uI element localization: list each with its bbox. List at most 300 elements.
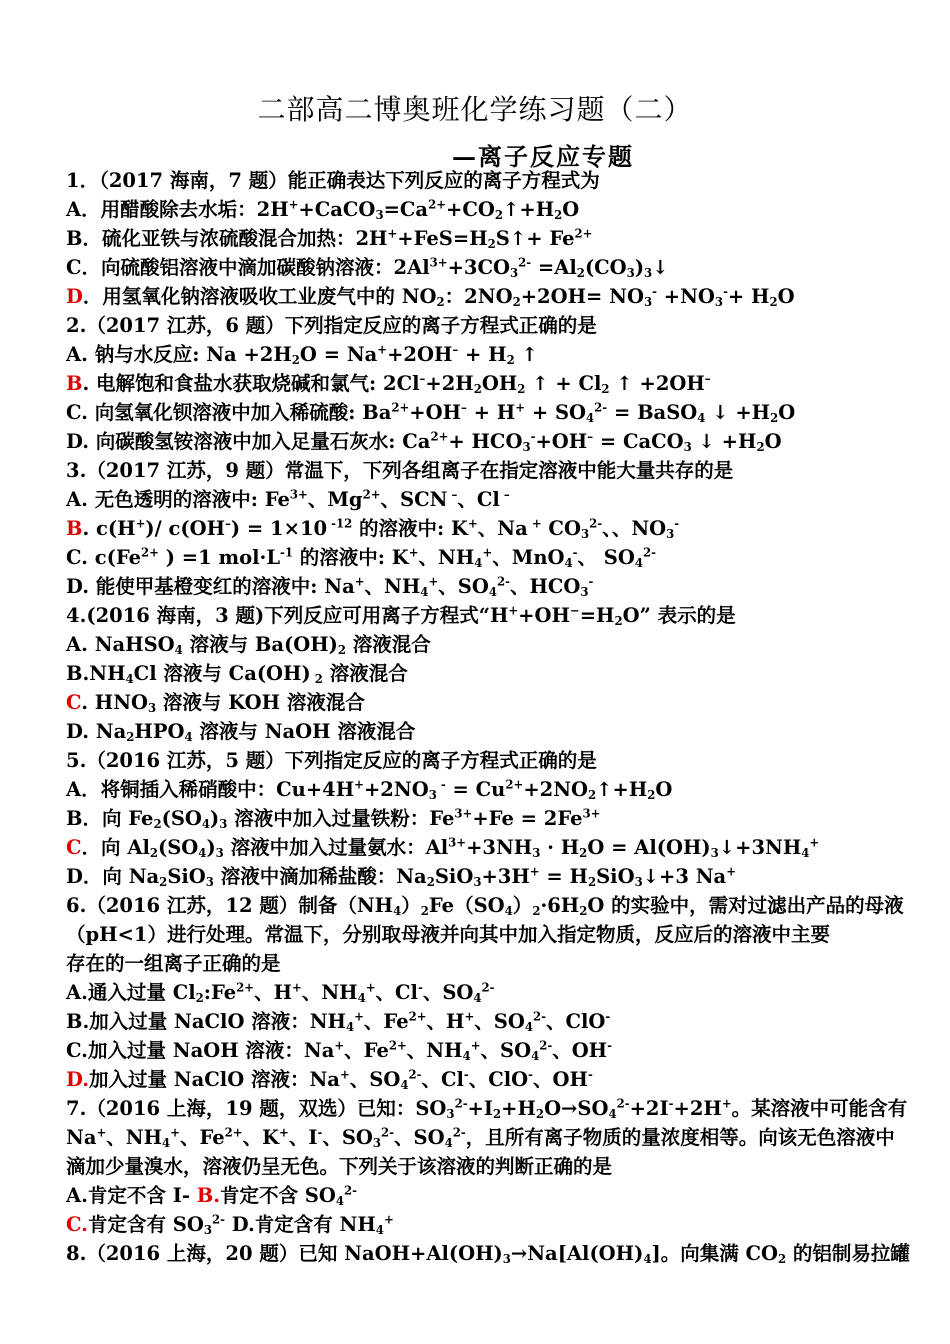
superscript: - [572,545,578,560]
subscript: 4 [488,584,497,599]
superscript: 2- [594,400,608,415]
subscript: 2 [601,381,610,396]
answer-letter: B. [196,1184,220,1207]
superscript: 2+ [408,1009,427,1024]
superscript: – [452,342,459,357]
subscript: 4 [564,555,573,570]
superscript: + [726,864,736,879]
line-text: 、SO [438,575,489,598]
line-text: 的溶液中: K [293,546,409,569]
line-text: 、 SO [577,546,635,569]
line-text: C.加入过量 NaOH 溶液：Na [66,1039,335,1062]
line-text: S↑+ Fe [495,227,575,250]
superscript: + [135,516,146,531]
subscript: 4 [608,1106,617,1121]
superscript: - [530,429,536,444]
superscript: -12 [327,516,353,531]
subscript: 4 [697,410,706,425]
line-text: HPO [134,720,185,743]
line-text: +2OH [387,343,453,366]
line-text: ↓+3NH [718,836,802,859]
subscript: 3 [634,874,643,889]
line-text: +OH [535,430,588,453]
superscript: 2- [589,516,603,531]
line-text: 、OH [552,1039,608,1062]
line-text: 、Fe [179,1126,225,1149]
superscript: 2+ [224,1125,243,1140]
line-text: ，且所有离子物质的量浓度相等。向该无色溶液中 [465,1126,895,1149]
superscript: - [668,1096,674,1111]
text-line [66,282,896,311]
superscript: 2+ [428,197,447,212]
line-text: ↑ +2OH [609,372,705,395]
text-line [66,1036,896,1065]
superscript: + [354,574,365,589]
answer-letter: C [66,691,82,714]
text-line [66,1065,896,1094]
text-line [66,514,896,543]
subscript: 3 [643,294,653,309]
text-line [66,1007,896,1036]
superscript: 2+ [388,1038,407,1053]
line-text: C．向硫酸铝溶液中滴加碳酸钠溶液：2Al [66,256,430,279]
line-text: 、Fe [363,1010,409,1033]
line-text: ↑ + Cl [525,372,602,395]
line-text: 8.（2016 上海，20 题）已知 NaOH+Al(OH) [66,1242,503,1265]
line-text: +2H [673,1097,722,1120]
subscript: 4 [345,1019,355,1034]
line-text: 、HCO [509,575,581,598]
line-text: +CaCO [298,198,376,221]
superscript: 2- [518,255,532,270]
superscript: - [607,1038,612,1053]
text-line [66,485,896,514]
subscript: 2 [517,381,526,396]
superscript: – [704,371,711,386]
line-text: 、、NO [602,517,667,540]
superscript: + [96,1125,107,1140]
line-text: 、NH [364,575,421,598]
line-text: O = Na [299,343,378,366]
line-text: 溶液与 Ba(OH) [182,633,338,656]
text-line [66,543,896,572]
superscript: 2- [408,1067,422,1082]
superscript: + [339,1067,350,1082]
superscript: 2- [344,1183,357,1198]
text-line [66,978,896,1007]
subscript: 2 [310,671,323,686]
line-text: 、K [242,1126,280,1149]
subscript: 3 [580,584,589,599]
line-text: 肯定不含 SO [220,1184,336,1207]
superscript: – [499,487,510,502]
superscript: - [528,1067,534,1082]
superscript: + [428,574,439,589]
subscript: 2 [778,1251,787,1266]
subscript: 4 [801,845,810,860]
superscript: – [419,371,426,386]
text-line [66,920,896,949]
subscript: 4 [335,1193,344,1208]
line-text: 肯定含有 SO [87,1213,204,1236]
line-text: O [777,285,795,308]
line-text: O→SO [544,1097,609,1120]
line-text: ．向 Al [81,836,150,859]
subscript: 4 [643,1251,652,1266]
line-text: + HCO [448,430,523,453]
subscript: 2 [756,439,765,454]
line-text: Fe（SO [428,894,505,917]
line-text: +3CO [447,256,510,279]
subscript: 4 [125,671,134,686]
subscript: 3 [219,816,228,831]
subscript: 2 [159,874,168,889]
line-text: 溶液混合 [346,633,431,656]
subscript: 2 [554,207,563,222]
superscript: + [387,226,398,241]
superscript: 2+ [574,226,593,241]
line-text: SiO [596,865,635,888]
superscript: - [652,284,657,299]
subscript: 2 [153,816,162,831]
superscript: 2+ [141,545,159,560]
superscript: - [317,1125,323,1140]
line-text: + H [458,343,507,366]
subscript: 4 [474,555,483,570]
line-text: +2NO [523,778,589,801]
superscript: 2- [381,1125,395,1140]
line-text: SiO [434,865,474,888]
line-text: ↓+3 Na [642,865,727,888]
subscript: 2 [291,352,300,367]
subscript: 2 [614,613,623,628]
subscript: 3 [203,1222,212,1237]
line-text: 的溶液中: K [352,517,468,540]
subscript: 4 [586,410,595,425]
superscript: 2+ [362,487,381,502]
subscript: 2 [337,642,347,657]
line-text: 、Cl [375,981,418,1004]
line-text: (CO [584,256,627,279]
line-text: A.通入过量 Cl [66,981,196,1004]
answer-letter: C [66,836,82,859]
text-line [66,891,904,920]
subscript: 2 [195,990,204,1005]
line-text: ↑ [514,343,538,366]
subscript: 2 [487,236,496,251]
line-text: 、Fe [344,1039,389,1062]
line-text: 、ClO [468,1068,529,1091]
line-text: . c(H [82,517,136,540]
subscript: 3 [446,1106,455,1121]
line-text: ↓ [652,256,669,279]
text-line [66,717,896,746]
line-text: =Ca [383,198,429,221]
line-text: D. 能使甲基橙变红的溶液中: Na [66,575,355,598]
subscript: 2 [532,903,541,918]
line-text: D. 向碳酸氢铵溶液中加入足量石灰水: Ca [66,430,431,453]
subscript: 4 [420,584,429,599]
line-text: ：2NO [444,285,513,308]
subscript: 3 [215,845,224,860]
subscript: 3 [372,1135,382,1150]
superscript: 2- [539,1038,553,1053]
text-line [66,630,896,659]
line-text: 5.（2016 江苏，5 题）下列指定反应的离子方程式正确的是 [66,749,597,772]
superscript: - [436,777,446,792]
line-text: SiO [167,865,206,888]
line-text: A．将铜插入稀硝酸中：Cu+4H [66,778,355,801]
superscript: + [279,1125,289,1140]
line-text: 、Cl [457,488,500,511]
text-line [66,688,896,717]
superscript: 3+ [289,487,308,502]
superscript: – [587,429,594,444]
subscript: 2 [535,1106,545,1121]
subscript: 2 [149,845,158,860]
subscript: 4 [198,845,207,860]
superscript: + [354,777,364,792]
superscript: 2+ [236,980,255,995]
line-text: + H [727,285,770,308]
text-line [66,601,896,630]
subscript: 4 [201,816,211,831]
subscript: 3 [522,439,531,454]
subscript: 3 [532,845,541,860]
subscript: 3 [626,265,635,280]
line-text: 、I [288,1126,318,1149]
subscript: 2 [770,410,779,425]
line-text: O [562,198,580,221]
line-text: +NO [656,285,715,308]
line-text: O [655,778,673,801]
subscript: 2 [420,903,429,918]
line-text: 、SCN [380,488,448,511]
subscript: 4 [184,729,193,744]
line-text: +Fe = 2Fe [472,807,583,830]
text-line [66,659,896,688]
subscript: 4 [531,1048,540,1063]
superscript: - [723,284,728,299]
line-text: 存在的一组离子正确的是 [66,952,281,975]
line-text: ) = 1×10 [230,517,328,540]
line-text: O [778,401,796,424]
superscript: – [447,487,458,502]
line-text: +CO [446,198,495,221]
text-line [66,1152,896,1181]
superscript: - [588,574,594,589]
text-line [66,253,896,282]
line-text: +FeS=H [397,227,488,250]
line-text: D．向 Na [66,865,160,888]
line-text: 、Na [477,517,528,540]
superscript: – [461,400,467,415]
subscript: 4 [393,903,402,918]
superscript: - [674,516,680,531]
line-text: ]。向集满 CO [651,1242,778,1265]
superscript: 3+ [429,255,448,270]
superscript: 2- [616,1096,630,1111]
line-text: + H [466,401,516,424]
line-text: 溶液中加入过量氨水：Al [223,836,449,859]
text-line [66,311,896,340]
line-text: ↓ +H [691,430,757,453]
page-subtitle: —离子反应专题 [452,142,634,171]
line-text: ↑+H [503,198,555,221]
subscript: 2 [494,207,504,222]
line-text: A. NaHSO [66,633,175,656]
superscript: 2+ [505,777,524,792]
superscript: + [470,1038,481,1053]
line-text: 6.（2016 江苏，12 题）制备（NH [66,894,394,917]
subscript: 2 [647,787,656,802]
superscript: 2- [454,1096,468,1111]
subscript: 3 [580,526,590,541]
subscript: 2 [579,903,588,918]
line-text: ↓ +H [705,401,771,424]
superscript: 2- [452,1125,466,1140]
line-text: A. 无色透明的溶液中: Fe [66,488,290,511]
page-title: 二部高二博奥班化学练习题（二） [257,93,693,126]
text-line [66,775,896,804]
line-text: D. Na [66,720,127,743]
superscript: 3+ [454,806,473,821]
line-text: →Na[Al(OH) [510,1242,644,1265]
line-text: 、SO [422,981,474,1004]
line-text: CO [541,517,581,540]
line-text: 溶液与 NaOH 溶液混合 [192,720,416,743]
line-text: C. c(Fe [66,546,142,569]
text-line [66,1181,896,1210]
superscript: + [408,545,419,560]
subscript: 4 [357,990,366,1005]
line-text: +I [467,1097,494,1120]
line-text: )/ c(OH [145,517,226,540]
superscript: + [383,1212,394,1227]
line-text: D.肯定含有 NH [224,1213,376,1236]
subscript: 3 [428,787,437,802]
subscript: 4 [375,1222,384,1237]
text-line [66,1239,910,1268]
line-text: 、NH [406,1039,463,1062]
line-text: 、OH [533,1068,588,1091]
line-text: 、NH [418,546,475,569]
line-text: 、SO [322,1126,373,1149]
subscript: 4 [174,642,183,657]
line-text: 、Cl [421,1068,464,1091]
text-line [66,862,896,891]
superscript: - [417,980,423,995]
subscript: 3 [714,294,724,309]
subscript: 2 [576,265,585,280]
line-text: =H [579,604,615,627]
line-text: 、SO [394,1126,445,1149]
line-text: Cl 溶液与 Ca(OH) [133,662,311,685]
superscript: − [569,603,580,618]
line-text: A.肯定不含 I- [66,1184,197,1207]
text-line [66,572,896,601]
subscript: 2 [769,294,778,309]
subscript: 3 [502,1251,511,1266]
superscript: + [508,603,519,618]
superscript: + [482,545,493,560]
text-line [66,369,896,398]
line-text: ） [512,894,533,917]
line-text: ) =1 mol·L [158,546,281,569]
line-text: ) [206,836,216,859]
line-text: :Fe [203,981,237,1004]
line-text: 溶液与 KOH 溶液混合 [156,691,365,714]
line-text: 滴加少量溴水，溶液仍呈无色。下列关于该溶液的判断正确的是 [66,1155,613,1178]
line-text: 、SO [480,1039,532,1062]
line-text: +OH [518,604,570,627]
line-text: (SO [158,836,199,859]
subscript: 3 [510,265,519,280]
superscript: 3+ [448,835,467,850]
text-line [66,166,896,195]
line-text: +2H [425,372,474,395]
superscript: + [354,1009,364,1024]
line-text: 3.（2017 江苏，9 题）常温下，下列各组离子在指定溶液中能大量共存的是 [66,459,734,482]
superscript: + [515,400,526,415]
answer-letter: D [66,285,83,308]
line-text: +2OH= NO [520,285,644,308]
line-text: +2I [629,1097,669,1120]
superscript: + [809,835,820,850]
subscript: 2 [493,1106,502,1121]
line-text: 、MnO [492,546,565,569]
line-text: 的铝制易拉罐 [786,1242,910,1265]
subscript: 2 [473,381,482,396]
superscript: 2- [642,545,656,560]
line-text: 2.（2017 江苏，6 题）下列指定反应的离子方程式正确的是 [66,314,597,337]
line-text: 、SO [474,1010,525,1033]
subscript: 4 [400,1077,409,1092]
line-text: = H [539,865,588,888]
superscript: + [288,197,299,212]
line-text: 、SO [349,1068,401,1091]
text-line [66,804,896,833]
superscript: + [365,980,376,995]
line-text: 、Mg [307,488,363,511]
superscript: + [334,1038,345,1053]
line-text: +3H [481,865,530,888]
superscript: 3+ [582,806,601,821]
subscript: 2 [506,352,515,367]
text-line [66,1210,896,1239]
subscript: 4 [524,1019,533,1034]
superscript: + [721,1096,732,1111]
line-text: 溶液混合 [322,662,408,685]
superscript: 2- [533,1009,546,1024]
superscript: + [170,1125,180,1140]
subscript: 3 [205,874,214,889]
line-text: 、NH [106,1126,163,1149]
line-text: = BaSO [607,401,698,424]
superscript: 2- [211,1212,225,1227]
subscript: 3 [666,526,675,541]
superscript: + [292,980,302,995]
line-text: . 电解饱和食盐水获取烧碱和氯气: 2Cl [82,372,420,395]
subscript: 4 [473,990,482,1005]
line-text: 、H [254,981,293,1004]
line-text: ·6H [540,894,580,917]
text-line [66,949,896,978]
subscript: 3 [473,874,482,889]
superscript: 2+ [430,429,449,444]
line-text: B.加入过量 NaClO 溶液：NH [66,1010,346,1033]
subscript: 2 [587,874,597,889]
